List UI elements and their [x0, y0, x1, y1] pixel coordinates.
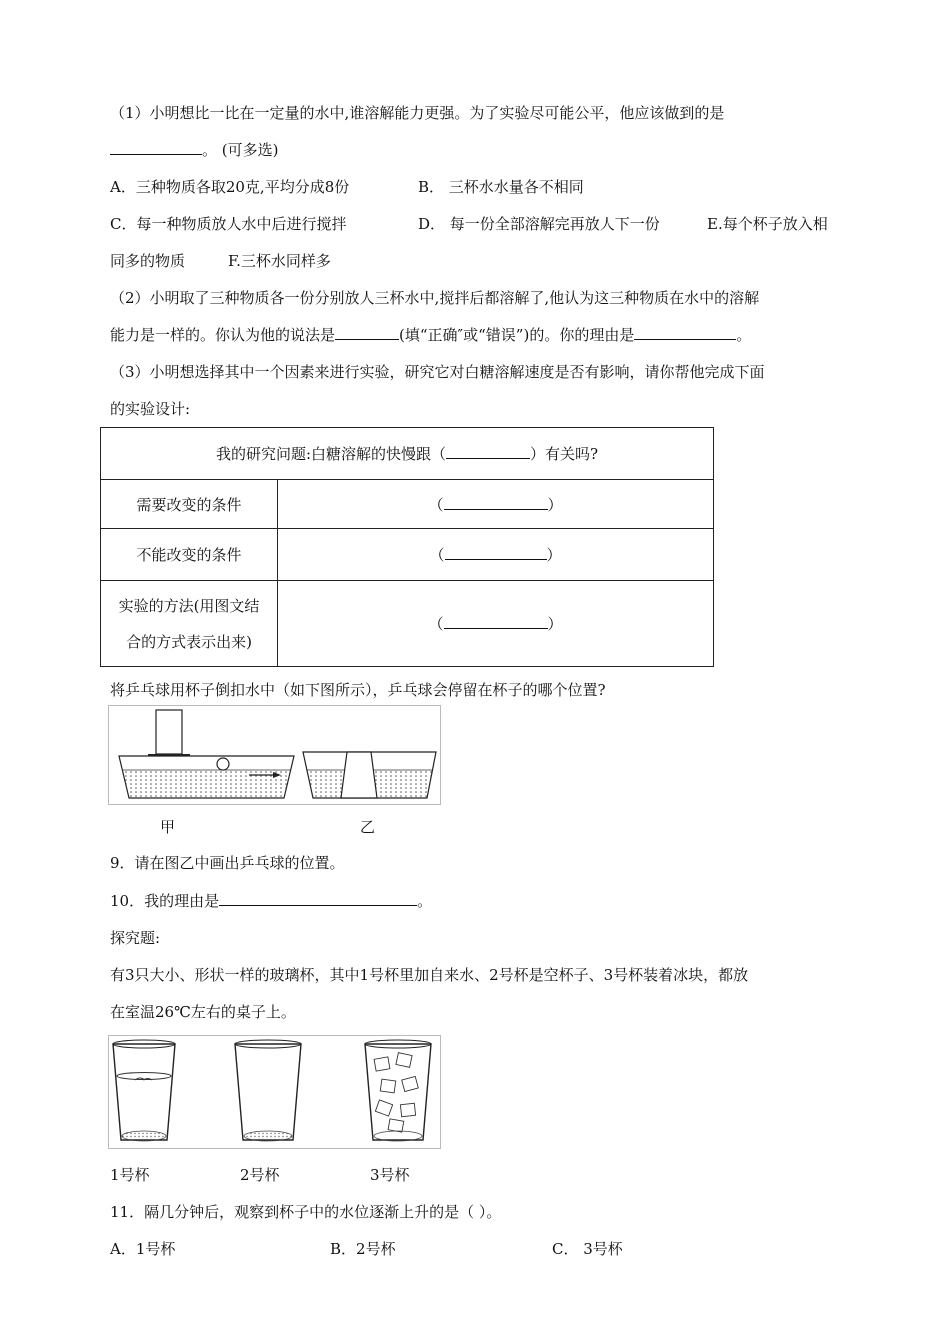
q3-line2: 的实验设计:	[110, 400, 191, 418]
research-question-text: 我的研究问题:白糖溶解的快慢跟（	[215, 445, 446, 463]
paren-close: ）	[547, 615, 563, 633]
q1-line1: （1）小明想比一比在一定量的水中,谁溶解能力更强。为了实验尽可能公平，他应该做到的是	[110, 104, 725, 122]
unchanged-condition-label: 不能改变的条件	[101, 529, 278, 581]
q2-text-b: (填“正确″或“错误”)的。你的理由是	[399, 326, 635, 344]
cups-figure	[108, 1035, 441, 1149]
q9: 9．请在图乙中画出乒乓球的位置。	[110, 854, 345, 872]
method-label	[101, 581, 278, 667]
method-cell	[278, 581, 714, 667]
option-c: C．每一种物质放人水中后进行搅拌	[110, 215, 347, 233]
q2-line1: （2）小明取了三种物质各一份分别放人三杯水中,搅拌后都溶解了,他认为这三种物质在水中的溶解	[110, 289, 760, 307]
caption-yi: 乙	[360, 818, 376, 836]
answer-blank[interactable]	[110, 140, 202, 155]
experiment-design-table	[100, 427, 714, 667]
q1-multi-note: 。 (可多选)	[202, 141, 279, 159]
cups-diagram	[109, 1036, 440, 1148]
paren-open: （	[428, 615, 444, 633]
research-question-cell	[101, 428, 714, 480]
pingpong-figure	[108, 705, 441, 805]
q11: 11．隔几分钟后，观察到杯子中的水位逐渐上升的是（ ）。	[110, 1203, 502, 1221]
changed-condition-blank[interactable]	[444, 495, 548, 510]
method-blank[interactable]	[444, 614, 548, 629]
option-e: E.每个杯子放入相	[707, 215, 828, 233]
cup1-label: 1号杯	[110, 1166, 150, 1184]
option-b: B． 三杯水水量各不相同	[418, 178, 584, 196]
paren-close: ）	[547, 495, 563, 514]
q2-line2	[110, 325, 751, 345]
caption-jia: 甲	[160, 818, 176, 836]
pingpong-diagram	[109, 706, 440, 804]
research-question-end: ）有关吗?	[530, 445, 599, 463]
q10-end: 。	[417, 892, 433, 910]
paren-open: （	[429, 546, 445, 564]
paren-close: ）	[546, 546, 562, 564]
pingpong-intro: 将乒乓球用杯子倒扣水中（如下图所示），乒乓球会停留在杯子的哪个位置?	[110, 681, 606, 699]
explore-line1: 有3只大小、形状一样的玻璃杯，其中1号杯里加自来水、2号杯是空杯子、3号杯装着冰块，都放	[110, 966, 749, 984]
explore-title: 探究题:	[110, 929, 161, 947]
factor-blank[interactable]	[446, 444, 530, 459]
reason-answer-blank[interactable]	[219, 891, 417, 906]
correctness-blank[interactable]	[335, 325, 399, 340]
changed-condition-cell	[278, 480, 714, 529]
q10	[110, 891, 432, 911]
reason-blank[interactable]	[634, 325, 736, 340]
unchanged-condition-cell	[278, 529, 714, 581]
paren-open: （	[428, 495, 444, 514]
method-label-2: 合的方式表示出来)	[126, 632, 252, 651]
q10-text: 10．我的理由是	[110, 892, 220, 910]
option-f: F.三杯水同样多	[228, 252, 331, 270]
method-label-1: 实验的方法(用图文结	[118, 596, 260, 615]
answer-b[interactable]: B．2号杯	[330, 1240, 396, 1258]
answer-c[interactable]: C． 3号杯	[552, 1240, 623, 1258]
option-a: A．三种物质各取20克,平均分成8份	[110, 178, 350, 196]
cup2-label: 2号杯	[240, 1166, 280, 1184]
option-d: D． 每一份全部溶解完再放人下一份	[418, 215, 660, 233]
q3-line1: （3）小明想选择其中一个因素来进行实验，研究它对白糖溶解速度是否有影响，请你帮他完成下面	[110, 363, 765, 381]
answer-a[interactable]: A．1号杯	[110, 1240, 176, 1258]
cup3-label: 3号杯	[370, 1166, 410, 1184]
explore-line2: 在室温26℃左右的桌子上。	[110, 1003, 296, 1021]
q1-line2	[110, 140, 278, 160]
option-e-cont: 同多的物质	[110, 252, 186, 270]
q2-text-a: 能力是一样的。你认为他的说法是	[110, 326, 336, 344]
unchanged-condition-blank[interactable]	[445, 545, 547, 560]
q2-text-c: 。	[736, 326, 752, 344]
changed-condition-label: 需要改变的条件	[101, 480, 278, 529]
